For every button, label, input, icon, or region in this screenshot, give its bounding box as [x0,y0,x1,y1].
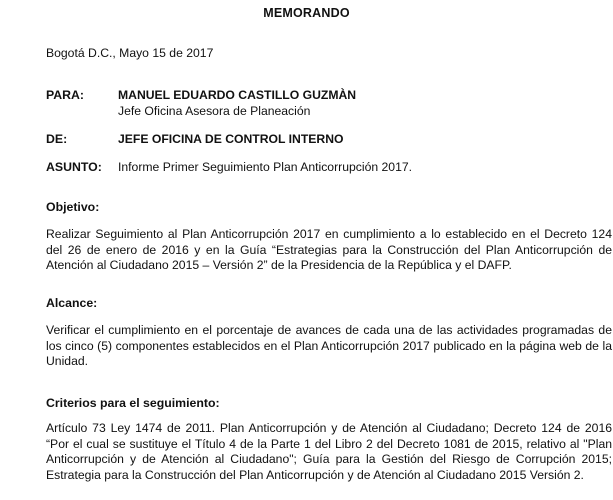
criterios-text: Artículo 73 Ley 1474 de 2011. Plan Anticorrupción y de Atención al Ciudadano; Decreto 124 de 2016 “Por el cual se sustituye el Título 4 de la Parte 1 del Libro 2 del Decreto 1081 de 2015, relativo al "Plan Anticorrupción y de Atención al Ciudadano"; Guía para la Gestión del Riesgo de Corrupción 2015; Estrategia para la Construcción del Plan Anticorrupción y de Atención al Ciudadano 2015 Versión 2. [46,421,612,482]
date-line: Bogotá D.C., Mayo 15 de 2017 [46,46,214,60]
alcance-text: Verificar el cumplimiento en el porcentaje de avances de cada una de las actividades programadas de los cinco (5) componentes establecidos en el Plan Anticorrupción 2017 publicado en la página web de la Unidad. [46,323,612,368]
criterios-heading: Criterios para el seguimiento: [46,396,220,410]
asunto-value: Informe Primer Seguimiento Plan Anticorrupción 2017. [118,160,413,174]
alcance-heading: Alcance: [46,296,98,310]
de-label: DE: [46,132,68,146]
objetivo-heading: Objetivo: [46,200,100,214]
para-name: MANUEL EDUARDO CASTILLO GUZMÀN [118,88,357,102]
de-value: JEFE OFICINA DE CONTROL INTERNO [118,132,344,146]
asunto-label: ASUNTO: [46,160,102,174]
objetivo-text: Realizar Seguimiento al Plan Anticorrupción 2017 en cumplimiento a lo establecido en el Decreto 124 del 26 de enero de 2016 y en la Guía “Estrategias para la Construcción del Plan Anticorrupción de Atención al Ciudadano 2015 – Versión 2” de la Presidencia de la República y el DAFP. [46,227,612,272]
memo-title: MEMORANDO [263,6,350,20]
para-role: Jefe Oficina Asesora de Planeación [118,104,311,118]
para-label: PARA: [46,88,85,102]
